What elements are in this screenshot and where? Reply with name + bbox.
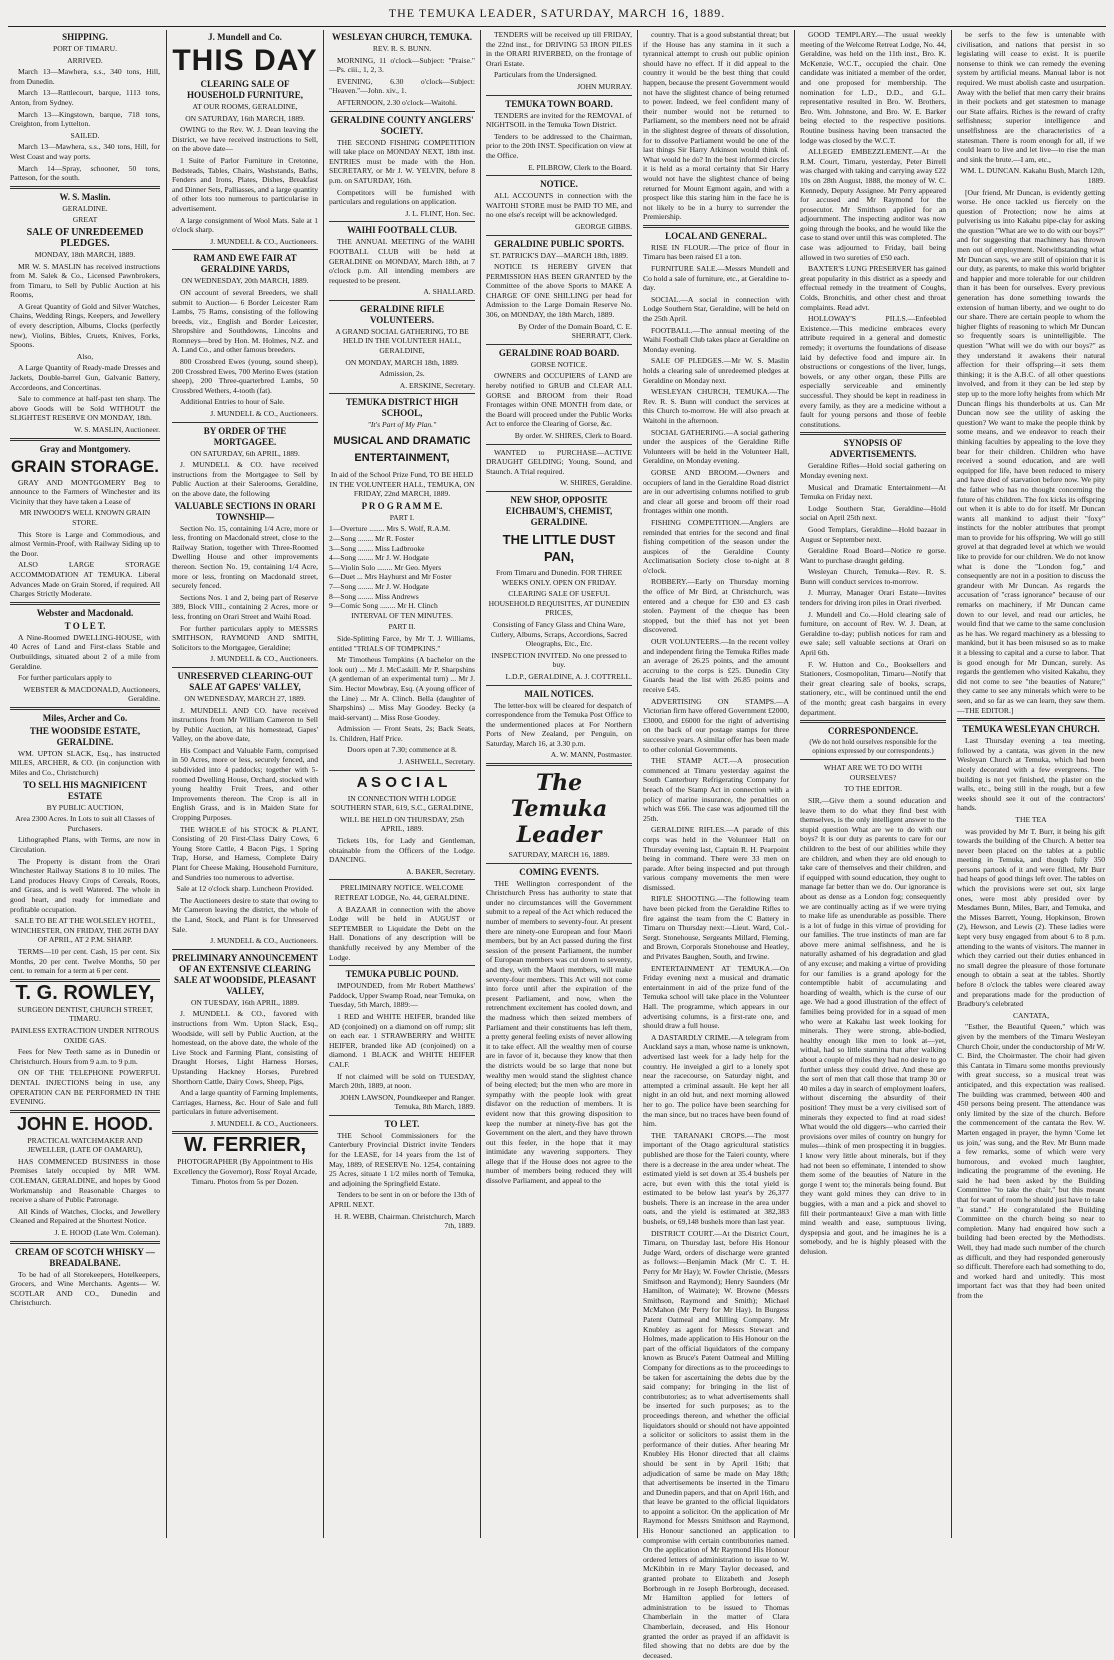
ad-signature: J. L. FLINT, Hon. Sec. xyxy=(405,208,475,218)
ad-text: Side-Splitting Farce, by Mr T. J. Williams, entitled "TRIALS OF TOMPKINS." xyxy=(329,633,475,653)
separator xyxy=(486,344,632,345)
ad-text: CLEARING SALE OF USEFUL HOUSEHOLD REQUISITES, AT DUNEDIN PRICES, xyxy=(488,589,630,618)
programme-item: 1—Overture ........ Mrs S. Wolf, R.A.M. xyxy=(329,524,451,534)
ad-text: PAINLESS EXTRACTION UNDER NITROUS OXIDE GAS. xyxy=(10,1025,159,1045)
separator xyxy=(486,863,632,864)
ad-text: The Property is distant from the Orari Winchester Railway Stations 8 to 10 miles. The Land produces Heavy Crops of Cereals, Roots, and Grass, and is well Watered. The whole in good heart, and ready for immediate and profitable occupation. xyxy=(10,856,160,914)
separator xyxy=(329,879,475,880)
news-item: was provided by Mr T. Burr, it being his gift towards the building of the Church. A better tea never been placed on the tables at a public meeting in Temuka, and though fully 350 persons partook of it and were filled, Mr Burr had heaps of good things left over. The tables on which the provisions were set out, six large ones, were most ably presided over by Mesdames Bunn, Miles, Barr, and Temuka, and the Misses Barrett, Young, Hopkinson, Brown (2), Hewson, and Lewis (2). These ladies were kept very busy engaged from about 6 to 8 p.m. attending to the wants of visitors. The manner in which they carried out their duties enhanced in no small degree the pleasure of those fortunate enough to obtain a seat at the tables. Shortly before 8 o'clock the tables were cleared away and preparations made for the production of Bradbury's celebrated xyxy=(957,826,1105,1009)
ad-text: Additional Entries to hour of Sale. xyxy=(180,397,285,407)
separator xyxy=(172,249,318,250)
ad-date: ON TUESDAY, 16th APRIL, 1889. xyxy=(190,997,300,1007)
section-heading: SYNOPSIS OF ADVERTISEMENTS. xyxy=(829,438,917,460)
column-2 xyxy=(172,30,318,1538)
ad-title: CREAM OF SCOTCH WHISKY — BREADALBANE. xyxy=(15,1246,155,1268)
news-item: WESLEYAN CHURCH, TEMUKA.—The Rev. R. S. Bunn will conduct the services at this Church to-morrow. He will also preach at Waitohi in the afternoon. xyxy=(643,387,789,425)
separator xyxy=(10,602,160,605)
separator xyxy=(10,1241,160,1244)
ad-text: INSPECTION INVITED. No one pressed to buy. xyxy=(491,650,627,670)
ad-signature: JOHN LAWSON, Poundkeeper and Ranger. Temuka, 8th March, 1889. xyxy=(340,1092,475,1112)
news-item: THE STAMP ACT.—A prosecution commenced at Timaru yesterday against the South Canterbury Refrigerating Company for breach of the Stamp Act in connection with a policy of marine insurance, the penalties on which was £66. The case was adjourned till the 25th. xyxy=(643,756,789,823)
programme-item: 5—Violin Solo ........ Mr Geo. Myers xyxy=(329,562,442,572)
news-item: OUR VOLUNTEERS.—In the recent volley and independent firing the Temuka Rifles made an average of 26.25 points, and the amount accruing to the corps is £25. Dunedin City Guards head the list with 26.85 points and receive £45. xyxy=(643,637,789,694)
separator xyxy=(486,763,632,766)
ad-date: ON WEDNESDAY, MARCH 27, 1889. xyxy=(184,693,306,703)
ad-signature: J. ASHWELL, Secretary. xyxy=(398,757,475,767)
ad-text: The letter-box will be cleared for despatch of correspondence from the Temuka Post Office to the undermentioned places at For Northern Ports of New Zealand, per Penguin, on Saturday, March 16, at 3.30 p.m. xyxy=(486,700,632,748)
ad-signature: W. S. MASLIN, Auctioneer. xyxy=(74,425,160,434)
synopsis-item: Good Templars, Geraldine—Hold bazaar in August or September next. xyxy=(800,524,946,544)
ad-text: Tenders to be sent in on or before the 13th of APRIL NEXT. xyxy=(329,1190,475,1210)
ad-text: Admission, 2s. xyxy=(379,369,425,379)
separator xyxy=(10,707,160,710)
ad-heading: Webster and Macdonald. xyxy=(36,607,134,618)
separator xyxy=(329,770,475,771)
ad-text: ALSO LARGE STORAGE ACCOMMODATION AT TEMUKA. Liberal Advances Made on Grain Stored, if required. All Charges Strictly Moderate. xyxy=(10,560,160,599)
issue-date: SATURDAY, MARCH 16, 1889. xyxy=(508,850,610,860)
ad-text: Doors open at 7.30; commence at 8. xyxy=(347,745,457,755)
news-item: RIFLE SHOOTING.—The following team have been picked from the Geraldine Rifles to fire against the team from the C Battery in Timaru on Thursday next:—Lieut. Ward, Col.-Sergt. Stonehouse, Sergeants Millard, Fleming, and Brown, Corporals Stonehouse and Heatley, and Privates Baughen, South, and Irwine. xyxy=(643,894,789,962)
ad-signature: A. SHALLARD. xyxy=(423,287,475,297)
letter-signature: WM. L. DUNCAN. Kakahu Bush, March 12th, 1889. xyxy=(960,166,1105,185)
top-rule xyxy=(8,26,1106,27)
ad-signature: J. MUNDELL & CO., Auctioneers. xyxy=(210,1118,318,1128)
ad-date: ST. PATRICK'S DAY—MARCH 18th, 1889. xyxy=(489,250,628,260)
news-item: Last Thursday evening a tea meeting, followed by a cantata, was given in the new Wesleyan Church at Temuka, which had been nicely decorated with a few evergreens. The building is not yet finished, the plaster on the walls, etc., being still in the rough, but a few weeks should see it out of the contractors' hands. xyxy=(957,736,1105,813)
ad-text: IN CONNECTION WITH LODGE SOUTHERN STAR, 619, S.C., GERALDINE, xyxy=(330,793,474,813)
news-item: GOOD TEMPLARY.—The usual weekly meeting of the Welcome Retreat Lodge, No. 44, Geraldine, was held on the 11th inst., Bro. K. McKenzie, W.C.T., occupied the chair. One candidate was initiated a member of the order, and one proposed for membership. The nomination for L.D., D.D., and G.L. representative resulted in Bro. W. Brothers, Bro. Wm. Johnstone, and Bro. W. E. Barker being elected to the respective positions. Routine business having been transacted the lodge was closed by the W.C.T. xyxy=(800,30,946,145)
news-item: GERALDINE RIFLES.—A parade of this corps was held in the Volunteer Hall on Thursday evening last, Captain R. H. Pearpoint being in command. There were 33 men on parade. After being inspected and put through various company movements the men were dismissed. xyxy=(643,825,789,892)
separator xyxy=(486,235,632,236)
ad-signature: E. PILBROW, Clerk to the Board. xyxy=(528,162,632,172)
column-4 xyxy=(486,30,632,1538)
ad-title: UNRESERVED CLEARING-OUT SALE AT GAPES' VALLEY, xyxy=(177,670,313,692)
location: GERALDINE. xyxy=(62,203,108,213)
ad-text: A Nine-Roomed DWELLING-HOUSE, with 40 Acres of Land and First-class Stable and Outbuildings, situated about 2 of a mile from Geraldine. xyxy=(10,632,160,671)
letter-text: SIR,—Give them a sound education and leave them to do what they find best with themselves, is the only intelligent answer to the stupid question What are we to do with our boys? It is our duty as parents to care for our children to the best of our abilities while they are children, and when they are old enough to take care of themselves and their children, and if equipped with sound education, they ought to manage far better than we do. Our ignorance is about as dense as a London fog; consequently we are continually acting as if we were trying to make life as unendurable as possible. There is a lot of fudge in this virtue of providing for our families. The true instincts of man are far above mere animal selfishness, and he is naturally ashamed of his degradation and glad of any excuse; and making a virtue of providing for our families is a grand apology for the contemptible habit of accumulating and hoarding of wealth, which is the curse of our age. We had a good illustration of the effect of families being provided for in a squad of men who were at Kakahu last week looking for minerals. They were strong, able-bodied, healthy enough like men to look at—yet, withal, had so little stamina that after walking about a couple of miles they had no desire to go further unless they could drive. And these are the sort of men that call those that tramp 30 or 40 miles a day in search of employment loafers, without discerning the absurdity of their position! They must be a very civilised sort of minerals they expected to find at road sides! What would the old diggers—who carried their provisions over miles of country on hungry for mules—think of men prospecting it in buggies. I know very little about minerals, but if they had not been so effeminate, I intended to show them some of the beauties of Nature in the gorge I went to; the minerals being found. But they want gold mines they can drive to in buggies, with a man and a pick and shovel to fill their portmanteaux! Give a man with little mind wealth and ease, sumptuous living, dyspepsia and gout, and he imagines he is a somebody, and he is highly pleased with the delusion. xyxy=(800,795,946,1256)
ad-text: Particulars from the Undersigned. xyxy=(494,70,597,80)
masthead: THE TEMUKA LEADER, SATURDAY, MARCH 16, 1889. xyxy=(388,6,726,20)
ad-text: WM. UPTON SLACK, Esq., has instructed MILES, ARCHER, & CO. (in conjunction with Miles and Co., Christchurch) xyxy=(10,748,160,778)
ad-title: T O L E T. xyxy=(64,620,106,631)
section-note: (We do not hold ourselves responsible for the opinions expressed by our correspondents.) xyxy=(809,738,937,756)
ad-title: TEMUKA TOWN BOARD. xyxy=(505,98,613,109)
ad-text: A Great Quantity of Gold and Silver Watches, Chains, Wedding Rings, Keepers, and Jewellery of every description, Albums, Clocks (perfectly new), Violins, Bibles, Cruets, Knives, Forks, Spoons. xyxy=(10,301,160,350)
programme-item: 6—Duet ... Mrs Hayhurst and Mr Foster xyxy=(329,572,452,582)
ad-text: 1 Suite of Parlor Furniture in Cretonne, Bedsteads, Tables, Chairs, Washstands, Baths, Fenders and Irons, Plates, Dishes, Breakfast and Dinner Sets, Palliasses, and a large quantity of other lots too numerous to particularise in advertisement. xyxy=(172,155,318,213)
ad-signature: J. MUNDELL & CO., Auctioneers. xyxy=(210,654,318,664)
arrived-label: ARRIVED. xyxy=(67,55,103,65)
sailing-entry: March 14—Spray, schooner, 50 tons, Patteson, for the south. xyxy=(10,163,160,183)
ad-title: RAM AND EWE FAIR AT GERALDINE YARDS, xyxy=(193,253,297,275)
synopsis-item: F. W. Hutton and Co., Booksellers and Stationers, Cosmopolitan, Timaru—Notify that their great clearing sale of books, scraps, stationery, etc., will be continued until the end of the month; great cash bargains in every department. xyxy=(800,659,946,717)
synopsis-item: Lodge Southern Star, Geraldine—Hold social on April 25th next. xyxy=(800,503,946,523)
separator xyxy=(329,221,475,222)
news-item: HOLLOWAY'S PILLS.—Enfeebled Existence.—This medicine embraces every attribute required in a general and domestic remedy; it overturns the foundations of disease laid by defective food and impure air. In obstructions or congestions of the liver, lungs, bowels, or any other organ, these Pills are especially serviceable and eminently successful. They should be kept in readiness in every family, as they are a medicine without a fault for young persons and those of feeble constitutions. xyxy=(800,314,946,429)
ad-text: This Store is Large and Commodious, and almost Vermin-Proof, with Railway Siding up to the Door. xyxy=(10,529,160,558)
ad-heading: J. Mundell and Co. xyxy=(208,32,282,42)
newspaper-title: The Temuka Leader xyxy=(510,770,608,849)
news-item: THE TARANAKI CROPS.—The most important of the Otago agricultural statistics published are those for the Taieri county, where there is a decrease in the area under wheat. The estimated yield is set down at 35.4 bushels per acre, but even with this the total yield is estimated to be below last year's by 26,377 bushels. There is an increase in the area under oats, and the yield is estimated at 382,383 bushels, or 69,148 bushels more than last year. xyxy=(643,1130,789,1227)
ad-text: GRAY AND MONTGOMERY Beg to announce to the Farmers of Winchester and its Vicinity that they have taken a Lease of xyxy=(10,477,160,506)
synopsis-item: Musical and Dramatic Entertainment—At Temuka on Friday next. xyxy=(800,482,946,502)
news-item: FISHING COMPETITION.—Anglers are reminded that entries for the second and final fishing competition of the season under the auspices of the Geraldine County Acclimatisation Society close to-night at 8 o'clock. xyxy=(643,517,789,575)
news-item: DISTRICT COURT.—At the District Court, Timaru, on Thursday last, before His Honour Judge Ward, orders of discharge were granted as follows:—Benjamin Mack (Mr C. T. H. Perry for Mr Hay); W. Fowler Christie, (Messrs Smithson and Raymond); Henry Saunders (Mr Hamilton, of Waimate); W. Browne (Messrs Smithson, Raymond and Smith); Michael McMahon (Mr Perry for Mr Hay). In Burgess Patent Oatmeal and Milling Company. Mr Knubley as agent for Messrs Stewart and Holmes, made application to His Honour on the part of the official liquidators of the company known as Bruce's Patent Oatmeal and Milling Company for directions as to the proceedings to be taken for ascertaining the debts due by the said company; for bringing in the list of contributories; as to what advertisements shall be inserted for such purposes; as to the proceedings thereon, and whether the official liquidators should or should not have appointed a solicitor or solicitors to assist them in the performance of their duties. After hearing Mr Knubley His Honor directed that all claims should be sent in by April 16th; that adjudication of same be made on May 18th; that advertisements be inserted in the Timaru and Dunedin papers, and that on April 16th, and that leave be granted to the official liquidators to appoint a solicitor. On the application of Mr Raymond for Messrs Smithson and Raymond, His Honour sanctioned an application to compromise with certain contributories named. On the application of Mr Raymond His Honour ordered letters of administration to issue to W. McKibbin in re Mary Taylor deceased, and granted probate to Elizabeth and Joseph Borbrough in re Joseph Borbrough, deceased. Mr Hamilton applied for letters of administration to be issued to Thomas Chamberlain in the matter of Clara Chamberlain, deceased, and His Honour granted the order as prayed if an affidavit is filed showing that no debts are due by the deceased. xyxy=(643,1228,789,1660)
news-item: SOCIAL GATHERING.—A social gathering under the auspices of the Geraldine Rifle Volunteers will be held in the Volunteer Hall, Geraldine, on Monday evening. xyxy=(643,427,789,466)
ad-text: Lithographed Plans, with Terms, are now in Circulation. xyxy=(10,835,160,855)
ad-signature: A. ERSKINE, Secretary. xyxy=(399,380,475,390)
arrival-entry: March 13—Mawhera, s.s., 340 tons, Hill, from Dunedin. xyxy=(10,67,160,86)
ad-text: Sale at 12 o'clock sharp. Luncheon Provided. xyxy=(176,884,314,894)
separator xyxy=(329,300,475,301)
ad-title: PRELIMINARY NOTICE. WELCOME RETREAT LODGE, No. 44, GERALDINE. xyxy=(334,883,470,902)
column-divider xyxy=(637,30,638,1538)
ad-text: Area 2300 Acres. In Lots to suit all Classes of Purchasers. xyxy=(15,814,155,833)
letter-title: WHAT ARE WE TO DO WITH OURSELVES? xyxy=(823,763,923,782)
ad-text: AFTERNOON, 2.30 o'clock—Waitohi. xyxy=(337,97,457,107)
ad-text: Tenders to be addressed to the Chairman, prior to the 20th INST. Specification on view at the Office. xyxy=(486,131,632,160)
ad-text: J. MUNDELL & CO. have received instructions from the Mortgagee to Sell by Public Auction at their Salerooms, Geraldine, on the above date, the following xyxy=(172,460,318,498)
ad-signature: H. R. WEBB, Chairman. Christchurch, March 7th, 1889. xyxy=(334,1211,475,1231)
ad-signature: By order. W. SHIRES, Clerk to Board. xyxy=(514,431,632,440)
ad-text: A large consignment of Wool Mats. Sale at 1 o'clock sharp. xyxy=(172,215,318,235)
ad-text: 1 RED and WHITE HEIFER, branded like AD (conjoined) on a diamond on off rump; slit on each ear. 1 STRAWBERRY and WHITE HEIFER, branded like AD (conjoined) on a diamond. 1 BLACK and WHITE HEIFER CALF. xyxy=(329,1011,475,1069)
ad-text: All Kinds of Watches, Clocks, and Jewellery Cleaned and Repaired at the Shortest Notice. xyxy=(10,1206,160,1226)
separator xyxy=(10,186,160,189)
ad-signature: A. W. MANN, Postmaster. xyxy=(550,750,632,760)
ad-text: WANTED to PURCHASE—ACTIVE DRAUGHT GELDING; Young, Sound, and Staunch. A Trial required. xyxy=(486,447,632,476)
ad-signature: J. MUNDELL & CO., Auctioneers. xyxy=(210,236,318,246)
synopsis-item: Geraldine Rifles—Hold social gathering on Monday evening next. xyxy=(800,461,946,480)
sailing-entry: March 13—Mawhera, s.s., 340 tons, Hill, for West Coast and way ports. xyxy=(10,142,160,161)
separator xyxy=(800,432,946,435)
ad-subtitle: GORSE NOTICE. xyxy=(530,359,588,369)
ad-title: W. FERRIER, xyxy=(183,1134,307,1157)
ad-text: IMPOUNDED, from Mr Robert Matthews' Paddock, Upper Swamp Road, near Temuka, on Tuesday, 5th March, 1889:— xyxy=(329,981,475,1010)
news-item: FURNITURE SALE.—Messrs Mundell and Co hold a sale of furniture, etc., at Geraldine to-day. xyxy=(643,264,789,293)
sailed-label: SAILED. xyxy=(70,130,100,140)
column-divider xyxy=(323,30,324,1538)
ad-subtitle: VALUABLE SECTIONS IN ORARI TOWNSHIP— xyxy=(174,500,316,522)
ad-title: TEMUKA DISTRICT HIGH SCHOOL, xyxy=(345,397,459,419)
ad-text: MR INWOOD'S WELL KNOWN GRAIN STORE. xyxy=(19,508,151,527)
ad-title: PRELIMINARY ANNOUNCEMENT OF AN EXTENSIVE CLEARING SALE AT WOODSIDE, PLEASANT VALLEY, xyxy=(172,952,318,996)
ad-text: And a large quantity of Farming Implements, Carriages, Harness, &c. Hour of Sale and full particulars in future advertisement. xyxy=(172,1088,318,1117)
ad-signature: J. E. HOOD (Late Wm. Coleman). xyxy=(54,1228,160,1238)
ad-signature: A. BAKER, Secretary. xyxy=(406,866,475,876)
ad-text: AT OUR ROOMS, GERALDINE, xyxy=(192,102,298,111)
ad-text: GREAT xyxy=(72,215,98,225)
news-item: RISE IN FLOUR.—The price of flour in Timaru has been raised £1 a ton. xyxy=(643,242,789,262)
ad-text: ALL ACCOUNTS in connection with the WAITOHI STORE must be PAID TO ME, and no one else's receipt will be acknowledged. xyxy=(486,191,632,220)
separator xyxy=(329,1115,475,1116)
ad-text: For further particulars apply to MESSRS SMITHSON, RAYMOND AND SMITH, Solicitors to the Mortgagee, Geraldine; xyxy=(172,623,318,652)
ad-title: MAIL NOTICES. xyxy=(524,688,594,699)
ad-signature: L.D.P., GERALDINE, A. J. COTTRELL. xyxy=(505,671,632,681)
ad-text: A BAZAAR in connection with the above Lodge will be held in AUGUST or SEPTEMBER to Liquidate the Debt on the Hall. Donations of any description will be thankfully received by any Member of the Lodge. xyxy=(329,904,475,962)
ad-text: In aid of the School Prize Fund, TO BE HELD IN THE VOLUNTEER HALL, TEMUKA, ON FRIDAY, 22nd MARCH, 1889. xyxy=(329,470,475,499)
ad-text: His Compact and Valuable Farm, comprised in 50 Acres, more or less, securely fenced, and subdivided into 4 paddocks; together with 5-roomed Dwelling House, Orchard, stocked with young healthy Fruit Trees, and other Improvements thereon. The Crop is all in English Grass, and is in Maiden State for Cropping Purposes. xyxy=(172,745,318,823)
news-item: ADVERTISING ON STAMPS.—A Victorian firm have offered Government £2000, £3000, and £6000 for the right of advertising on the back of our postage stamps for three successive years. A similar offer has been made to other colonial Governments. xyxy=(643,696,789,754)
ad-text: Also, xyxy=(76,351,94,361)
synopsis-item: J. Mundell and Co.—Hold clearing sale of furniture, on account of Rev. W. J. Dean, at Geraldine to-day; publish notices for ram and ewe sale; sell valuable sections at Orari on April 6th. xyxy=(800,609,946,658)
separator xyxy=(10,438,160,441)
column-divider xyxy=(951,30,952,1538)
ad-title: GRAIN STORAGE. xyxy=(11,456,159,476)
editorial-text: country. That is a good substantial threat; but if the House has any stamina in it such a tyrannical attempt to crush out public opinion should have no effect. If it did appeal to the country it would be the best thing that could happen, because the present Government would not have the slightest chance of being returned to power. Indeed, we feel confident many of their number would not be returned to Parliament, so the members need not be afraid in the slightest degree of threats of dissolution, for to dissolve Parliament would be one of the last things Sir Harry Atkinson would think of. What would he do? In the best informed circles it is held as a moral certainty that Sir Harry would not have the slightest chance of being returned for Mount Egmont again, and with a prospect like this staring him in the face he is not likely to be in a hurry to surrender the Premiership. xyxy=(643,30,789,222)
programme-list xyxy=(329,524,475,610)
ad-text: SALE TO BE AT THE WOLSELEY HOTEL, WINCHESTER, ON FRIDAY, THE 26TH DAY OF APRIL, AT 2 P.M. SHARP. xyxy=(11,916,159,945)
subheading: THE TEA xyxy=(1015,814,1047,824)
separator xyxy=(10,1110,160,1113)
news-item: FOOTBALL.—The annual meeting of the Waihi Football Club takes place at Geraldine on Monday evening. xyxy=(643,325,789,354)
ad-title: THE LITTLE DUST PAN, xyxy=(502,531,616,564)
ad-text: J. MUNDELL & CO., favored with instructions from Wm. Upton Slack, Esq., Woodside, will sell by Public Auction, at the homestead, on the above date, the whole of the Live Stock and Farming Plant, consisting of Draught Horses, Light Harness Horses, Upstanding Hackney Horses, Purebred Shorthorn Cattle, Dairy Cows, Sheep, Pigs, xyxy=(172,1009,318,1086)
letter-address: TO THE EDITOR. xyxy=(843,784,902,794)
column-divider xyxy=(480,30,481,1538)
ad-text: J. MUNDELL AND CO. have received instructions from Mr William Cameron to Sell by Public Auction, at his homestead, Gapes' Valley, on the above date, xyxy=(172,705,318,744)
ad-title: GERALDINE COUNTY ANGLERS' SOCIETY. xyxy=(330,114,474,136)
ad-text: PHOTOGRAPHER (By Appointment to His Excellency the Governor), Ross' Royal Arcade, Timaru. Photos from 5s per Dozen. xyxy=(173,1157,317,1186)
column-6 xyxy=(800,30,946,1538)
column-5 xyxy=(643,30,789,1660)
arrival-entry: March 13—Kingstown, barque, 718 tons, Creighton, from Lyttelton. xyxy=(10,109,160,129)
ad-text: Fees for New Teeth same as in Dunedin or Christchurch. Hours from 9 a.m. to 9 p.m. xyxy=(10,1047,160,1066)
ad-title: GERALDINE ROAD BOARD. xyxy=(498,347,620,358)
ad-title: SALE OF UNREDEEMED PLEDGES. xyxy=(26,226,144,249)
ad-text: A GRAND SOCIAL GATHERING, TO BE HELD IN THE VOLUNTEER HALL, GERALDINE, xyxy=(335,326,469,356)
ad-signature: J. MUNDELL & CO., Auctioneers. xyxy=(210,936,318,946)
ad-title: GERALDINE PUBLIC SPORTS. xyxy=(494,238,624,249)
ad-title: THE WOODSIDE ESTATE, GERALDINE. xyxy=(29,725,141,747)
ad-heading: Miles, Archer and Co. xyxy=(42,712,128,723)
ad-text: Admission — Front Seats, 2s; Back Seats, 1s. Children, Half Price. xyxy=(329,724,475,743)
separator xyxy=(329,111,475,112)
ad-title: THIS DAY xyxy=(172,44,318,77)
programme-part: PART II. xyxy=(388,622,416,632)
news-item: SOCIAL.—A social in connection with Lodge Southern Star, Geraldine, will be held on the 25th April. xyxy=(643,294,789,324)
ad-text: MORNING, 11 o'clock—Subject: "Praise." —Ps. ciii., 1, 2, 3. xyxy=(329,55,475,75)
synopsis-item: Wesleyan Church, Temuka—Rev. R. S. Bunn will conduct services to-morrow. xyxy=(800,567,946,586)
ad-signature: GEORGE GIBBS. xyxy=(575,221,632,231)
ad-text: THE SECOND FISHING COMPETITION will take place on MONDAY NEXT, 18th inst. ENTRIES must be made with the Hon. SECRETARY, or Mr J. W. YELVIN, before 8 p.m. on SATURDAY, 16th. xyxy=(329,137,475,185)
ad-text: ON account of several Breeders, we shall submit to Auction— 6 Border Leicester Ram Lambs, 75 Rams, consisting of the following breeds, viz., English and Border Leicester, Shropshire and Southdowns, Lincolns and Romneys—bred by Hon. M. Holmes, N.Z. and A. Land Co., and other famous breeders. xyxy=(172,287,318,355)
ad-text: NOTICE IS HEREBY GIVEN that PERMISSION HAS BEEN GRANTED by the Committee of the above Sports to MAKE A CHARGE OF ONE SHILLING per head for Admission to the Large Domain Reserve No. 306, on MONDAY, the 18th March, 1889. xyxy=(486,262,632,320)
news-item: "Esther, the Beautiful Queen," which was given by the members of the Timaru Wesleyan Church Choir, under the conductorship of Mr W. C. Bird, the Choirmaster. The choir had given this Cantata in Timaru some months previously with great success, so a musical treat was anticipated, and this expectation was realised. The building was crammed, between 400 and 450 persons being present. The attendance was only limited by the size of the church. Before the commencement of the cantata the Rev. W. Marten engaged in prayer, the hymn 'Come let us join,' was sung, and the Rev. Mr Bunn made a few remarks, some of which were very humorous, and evoked much laughter, indicating the programme of the evening. He said he had been asked by the Building Committee "to take the chair," but this meant that for want of room he should just have to take "a stand." He congratulated the Building Committee on the church being so near to completion. Many had enquired how such a building had been erected by the Methodists. Well, they had made such number of the church as difficult, and they had responded generously so difficult. Therefore each had something to do, and worked hard and unitedly. This most important fact was that they had been united from the xyxy=(957,1022,1105,1300)
ad-text: EVENING, 6.30 o'clock—Subject: "Heaven."—John. xiv., 1. xyxy=(329,76,475,96)
ad-date: WILL BE HELD ON THURSDAY, 25th APRIL, 1889. xyxy=(339,814,465,834)
synopsis-item: J. Murray, Manager Orari Estate—Invites tenders for driving iron piles in Orari riverbed. xyxy=(800,588,946,608)
shipping-heading: SHIPPING. xyxy=(62,32,108,42)
ad-text: REV. R. S. BUNN. xyxy=(372,44,432,53)
ad-signature: W. SHIRES, Geraldine. xyxy=(559,478,632,488)
port-heading: PORT OF TIMARU. xyxy=(52,44,118,53)
separator xyxy=(957,718,1105,721)
programme-item: 3—Song ........ Miss Ladbrooke xyxy=(329,543,425,553)
ad-text: TENDERS are invited for the REMOVAL of NIGHTSOIL in the Temuka Town District. xyxy=(486,110,632,130)
ad-text: OWNERS and OCCUPIERS of LAND are hereby notified to GRUB and CLEAR ALL GORSE and BROOM from their Road Frontages within ONE MONTH from date, or the Board will proceed under the Public Works Act to enforce the Clearing of Gorse, &c. xyxy=(486,371,632,429)
editor-reply: [Our friend, Mr Duncan, is evidently getting worse. He once tackled us fiercely on the question of Protection; now he aims at pulverising us into Kakahu pipe-clay for asking the question "What are we to do with our boys?" and for suggesting that machinery has thrown men out of employment. Notwithstanding what Mr Duncan says, we are still of opinion that it is our duty, as parents, to make this world brighter and happier and more tolerable for our children than it has been for ourselves. Every previous generation has done something towards the extension of human liberty, and we ought to do our share. There are certain people to whom the higher flights of reasoning to which Mr Duncan so frequently soars is unintelligible. The question "What will we do with our boys?" as they understand it awakens their natural affection for their offspring—it sets them thinking; it is the A.B.C. of all other questions involved, and from it they can be led step by step up to the more lofty heights from which Mr Duncan flings his thunderbolts at us. Can Mr Duncan now see the utility of asking the question? We want to make the people think by some means, and we endeavor to reach their thinking faculties by appealing to the love they bear for their children. Children who have received a sound education, and are well equipped for life, have been reduced to misery and have died of starvation before now. We pity the father who has no thought concerning the future of his children. The fox kicks its offspring out when it is able to do for itself. Mr Duncan wants all mankind to adjust their "foxy" instincts for the nobler attributes that prompt man to provide for his offspring. We will go still grovel at that degraded level at which we would like to provide for our children. We do not know what is done the "London fog," and consequently are not in a position to discuss the grandeur with Mr Duncan. As regards the accusation of "crass ignorance" because of our remarks on machinery, if Mr Duncan came down to our level, and read our articles, he would find that we came to the same conclusion as he has. We regard machinery as a blessing to mankind, but it has been misused so as to make it a blessing to capital and a curse to labor. That is good enough for Mr Duncan, surely. As regards the gentlemen who visited Kakahu, they did not come to see "the beauties of Nature;" they came to see any minerals which were to be seen, and so far as we can learn, they saw them.—THE EDITOR.] xyxy=(957,187,1105,715)
ad-text: Consisting of Fancy Glass and China Ware, Cutlery, Albums, Scraps, Accordions, Sacred Oleographs, Etc., Etc. xyxy=(490,619,628,649)
ad-title: GERALDINE RIFLE VOLUNTEERS. xyxy=(359,303,445,325)
ad-text: THE WHOLE of his STOCK & PLANT, Consisting of 20 First-Class Dairy Cows, 6 Young Store Cattle, 4 Bacon Pigs, 1 Spring Trap, Horse, and Harness, Complete Dairy Plant for Cheese Making, Household Furniture, and Sundries too numerous to advertise. xyxy=(172,824,318,882)
section-heading: CORRESPONDENCE. xyxy=(827,726,919,737)
ad-text: TERMS—10 per cent. Cash, 15 per cent. Six Months, 20 per cent. Twelve Months, 50 per cent. to remain for a term at 6 per cent. xyxy=(10,946,160,976)
column-divider xyxy=(166,30,167,1538)
column-7 xyxy=(957,30,1105,1538)
separator xyxy=(329,965,475,966)
ad-signature: JOHN MURRAY. xyxy=(577,81,632,91)
separator xyxy=(486,491,632,492)
ad-date: ON SATURDAY, 16th MARCH, 1889. xyxy=(185,113,305,123)
ad-date: ON MONDAY, MARCH 18th, 1889. xyxy=(345,357,459,367)
ad-date: ON SATURDAY, 6th APRIL, 1889. xyxy=(190,448,300,458)
news-item: BAXTER'S LUNG PRESERVER has gained great popularity in this district as a speedy and effectual remedy in the treatment of Coughs, Colds, Bronchitis, and other chest and throat complaints. Read advt. xyxy=(800,264,946,312)
ad-text: Tickets 10s, for Lady and Gentleman, obtainable from the Officers of the Lodge. DANCING. xyxy=(329,836,475,865)
ad-subtitle: CLEARING SALE OF HOUSEHOLD FURNITURE, xyxy=(186,79,303,100)
separator xyxy=(800,759,946,760)
ad-text: ON OF THE TELEPHONE POWERFUL DENTAL INJECTIONS being in use, any OPERATION CAN BE PERFORMED IN THE EVENING. xyxy=(10,1068,160,1107)
ad-text: TENDERS will be received up till FRIDAY, the 22nd inst., for DRIVING 53 IRON PILES in the ORARI RIVERBED, on the frontage of Orari Estate. xyxy=(486,30,632,68)
ad-signature: J. MUNDELL & CO., Auctioneers. xyxy=(210,409,318,419)
ad-title: NOTICE. xyxy=(540,179,578,190)
news-item: ROBBERY.—Early on Thursday morning the office of Mr Bird, at Christchurch, was entered and a cheque for £30 and £3 cash stolen. Payment of the cheque has been stopped, but the thief has not yet been discovered. xyxy=(643,577,789,635)
ad-text: From Timaru and Dunedin. FOR THREE WEEKS ONLY. OPEN ON FRIDAY. xyxy=(495,567,622,587)
ad-text: INTERVAL OF TEN MINUTES. xyxy=(351,610,453,620)
ad-text: "It's Part of My Plan." xyxy=(367,420,437,430)
ad-text: Sale to commence at half-past ten sharp. The above Goods will be Sold WITHOUT the SLIGHTEST RESERVE ON MONDAY, 18th. xyxy=(10,394,160,423)
programme-item: 2—Song ........ Mr R. Foster xyxy=(329,534,415,543)
subheading: CANTATA, xyxy=(1012,1010,1050,1020)
letter-text: be serfs to the few is untenable with civilisation, and nations that persist in so legislating will cease to exist. It is puerile nonsense to think we can remedy the evening system by artificial means. Manual labor is not required. We must abolish caste and usurpation. Away with the belief that men carry their brains in their pockets and get statesmen to manage our State affairs. Riches is the reward of crafty selfishness; superior intelligence and unselfishness are the characteristics of a statesman. There is room enough for all, if we could learn to live and let live—to rise the man and sink the brute.—I am, etc., xyxy=(957,30,1105,164)
news-item: A DASTARDLY CRIME.—A telegram from Auckland says a man, whose name is unknown, advertised last week for a lady help for the country. He inveigled a girl to a lonely spot near the racecourse, on Saturday night, and attempted a criminal assault. He kept her all night in an old hut, and next morning allowed her to go. The police have been searching for the man since, but no traces have been found of him. xyxy=(643,1032,789,1129)
ad-text: HAS COMMENCED BUSINESS in those Premises lately occupied by MR WM. COLEMAN, GERALDINE, and hopes by Good Workmanship and Reasonable Charges to receive a share of Public Patronage. xyxy=(10,1156,160,1205)
ad-title: TO LET. xyxy=(384,1118,420,1129)
section-heading: TEMUKA WESLEYAN CHURCH. xyxy=(962,724,1100,735)
programme-item: 4—Song ........ Mr J. W. Hodgate xyxy=(329,553,429,563)
ad-text: BY PUBLIC AUCTION, xyxy=(46,802,124,812)
ad-text: A Large Quantity of Ready-made Dresses and Jackets, Double-barrel Gun, Galvanic Battery, Accordeons, and Concertinas. xyxy=(10,363,160,392)
ad-heading: Gray and Montgomery. xyxy=(39,443,131,454)
ad-date: ON WEDNESDAY, 20th MARCH, 1889. xyxy=(181,276,309,286)
programme-item: 9—Comic Song ........ Mr H. Clinch xyxy=(329,601,438,611)
separator xyxy=(486,95,632,96)
news-item: ENTERTAINMENT AT TEMUKA.—On Friday evening next a musical and dramatic entertainment in aid of the prize fund of the Temuka school will take place in the Volunteer Hall. The programme, which appears in our advertising columns, is a first-rate one, and should draw a full house. xyxy=(643,963,789,1031)
section-heading: LOCAL AND GENERAL. xyxy=(665,230,767,241)
ad-signature: By Order of the Domain Board, C. E. SHERRATT, Clerk. xyxy=(518,321,632,341)
separator xyxy=(329,393,475,394)
editorial-text: THE Wellington correspondent of the Christchurch Press has authority to state that under no circumstances will the Government submit to a repeal of the Act which reduced the number of members to seventy-four. At present there are ninety-one European and four Maori members, but by an Act passed during the first session of the present Parliament, the number of European members was cut down to seventy, and they, with the Maori members, will make seventy-four members. This Act will not come into force until after the expiration of the present Parliament, and now, when the retrenchment excitement has cooled down, and the madness which then seized members of Parliament and their constituents has left them, a pretty general feeling exists of never allowing it to take effect. All the wealthy men of course are in favor of it, because they know that then the districts would be so large that none but wealthy men would stand the slightest chance of being elected; but the men who are more in sympathy with the people look with great disfavor on the reduction of members. It is evident now that this growing disposition to keep the number at ninety-five has got the Government on the alert, and they have thrown out this feeler, in the hope that it may intimidate any wavering supporters. They allege that if the House does not agree to the number of members being reduced they will dissolve Parliament, and appeal to the xyxy=(486,878,632,1186)
ad-text: OWING to the Rev. W. J. Dean leaving the District, we have received instructions to Sell, on the above date— xyxy=(172,125,318,154)
news-item: GORSE AND BROOM.—Owners and occupiers of land in the Geraldine Road district are in our advertising columns notified to grub and clear all gorse and broom off their road frontages within one month. xyxy=(643,467,789,516)
separator xyxy=(172,422,318,423)
section-heading: COMING EVENTS. xyxy=(519,866,599,877)
ad-signature: WEBSTER & MACDONALD, Auctioneers, Geraldine. xyxy=(23,684,160,704)
ad-title: WESLEYAN CHURCH, TEMUKA. xyxy=(331,32,473,42)
ad-title: TEMUKA PUBLIC POUND. xyxy=(345,969,459,980)
programme-item: 8—Song ........ Miss Andrews xyxy=(329,591,419,601)
ad-text: Sections Nos. 1 and 2, being part of Reserve 389, Block VIII., containing 2 Acres, more or less, fronting on Orari Street and Waihi Road. xyxy=(172,592,318,621)
ad-date: MONDAY, 18th MARCH, 1889. xyxy=(34,249,136,259)
ad-text: If not claimed will be sold on TUESDAY, March 20th, 1889, at noon. xyxy=(329,1071,475,1091)
ad-text: THE School Commissioners for the Canterbury Provincial District invite Tenders for the LEASE, for 14 years from the 1st of May, 1889, of RESERVE No. 1254, containing 25 Acres, situate 1 1/2 miles north of Temuka, and adjoining the Springfield Estate. xyxy=(329,1130,475,1188)
ad-title: A S O C I A L xyxy=(356,773,448,791)
ad-text: THE ANNUAL MEETING of the WAIHI FOOTBALL CLUB will be held at GERALDINE on MONDAY, March 18th, at 7 o'clock p.m. All intending members are requested to be present. xyxy=(329,237,475,285)
programme-heading: P R O G R A M M E. xyxy=(361,500,443,511)
ad-heading: W. S. Maslin. xyxy=(59,191,111,202)
separator xyxy=(643,225,789,228)
ad-text: Mr Timotheus Tompkins (A bachelor on the look out) ... Mr J. McCaskill. Mr P. Sharpshins (A gentleman of an experimental turn) ... Mr J. Sim. Hector Mowbray, Esq. (A young officer of the Line) ... Mr A. Clinch. Bella (daughter of Sharpshins) ... Miss May Goodey. Becky (a maid-servant) ... Miss Rose Goodey. xyxy=(329,655,475,722)
separator xyxy=(486,444,632,445)
ad-title: WAIHI FOOTBALL CLUB. xyxy=(347,225,457,236)
separator xyxy=(172,949,318,950)
separator xyxy=(486,175,632,176)
ad-text: PRACTICAL WATCHMAKER AND JEWELLER, (LATE OF OAMARU), xyxy=(27,1135,143,1155)
column-divider xyxy=(794,30,795,1538)
separator xyxy=(486,685,632,686)
news-item: ALLEGED EMBEZZLEMENT.—At the R.M. Court, Timaru, yesterday, Peter Birrell was charged with taking and carrying away £22 10s on 28th August, 1888, the money of W. C. Kennedy, Deputy Assignee. Mr Perry appeared for accused and Mr Raymond for the prosecutor. Mr Smithson applied for an adjournment. The inspecting auditor was now going through the books, and he would like the case to stand over until this was completed. The case was adjourned to Friday, bail being allowed in two sureties of £50 each. xyxy=(800,147,946,262)
ad-text: TO SELL HIS MAGNIFICENT ESTATE xyxy=(23,779,147,801)
ad-text: To be had of all Storekeepers, Hotelkeepers, Grocers, and Wine Merchants. Agents— W. SCOTLAR AND CO., Dunedin and Christchurch. xyxy=(10,1269,160,1308)
ad-title: NEW SHOP, OPPOSITE EICHBAUM'S, CHEMIST, GERALDINE. xyxy=(505,494,613,527)
separator xyxy=(172,667,318,668)
ad-subtitle: MUSICAL AND DRAMATIC ENTERTAINMENT, xyxy=(333,435,471,465)
column-1 xyxy=(10,30,160,1538)
ad-text: SURGEON DENTIST, CHURCH STREET, TIMARU. xyxy=(17,1004,153,1024)
ad-text: MR W. S. MASLIN has received instructions from M. Salek & Co., Licensed Pawnbrokers, from Timaru, to Sell by Public Auction at his Rooms, xyxy=(10,261,160,300)
synopsis-item: Geraldine Road Board—Notice re gorse. Want to purchase draught gelding. xyxy=(800,546,946,565)
arrival-entry: March 13—Rattlecourt, barque, 1113 tons, Anton, from Sydney. xyxy=(10,88,160,107)
separator xyxy=(800,720,946,723)
column-3 xyxy=(329,30,475,1538)
ad-title: BY ORDER OF THE MORTGAGEE. xyxy=(203,425,287,447)
ad-title: T. G. ROWLEY, xyxy=(15,981,155,1004)
ad-text: For further particulars apply to xyxy=(18,673,112,683)
programme-item: 7—Song ........ Mr J. W. Hodgate xyxy=(329,581,429,591)
ad-text: The Auctioneers desire to state that owing to Mr Cameron leaving the district, the whole of the Land, Stock, and Plant is for Unreserved Sale. xyxy=(172,895,318,934)
news-item: SALE OF PLEDGES.—Mr W. S. Maslin holds a clearing sale of unredeemed pledges at Geraldine on Monday next. xyxy=(643,356,789,385)
ad-text: Section No. 15, containing 1/4 Acre, more or less, fronting on Macdonald street, close to the Railway Station, together with Three-Roomed Dwelling House and other improvements thereon. Section No. 19, containing 1/4 Acre, more or less, fronting on Macdonald street, securely fenced. xyxy=(172,523,318,591)
ad-title: JOHN E. HOOD. xyxy=(16,1113,154,1134)
programme-part: PART I. xyxy=(389,512,415,522)
ad-text: Competitors will be furnished with particulars and regulations on application. xyxy=(329,187,475,207)
ad-text: 800 Crossbred Ewes (young, sound sheep), 200 Crossbred Ewes, 700 Merino Ewes (station sheep), 200 Three-quarterbred Lambs, 50 Crossbred Wethers, 4-tooth (fat). xyxy=(172,357,318,395)
